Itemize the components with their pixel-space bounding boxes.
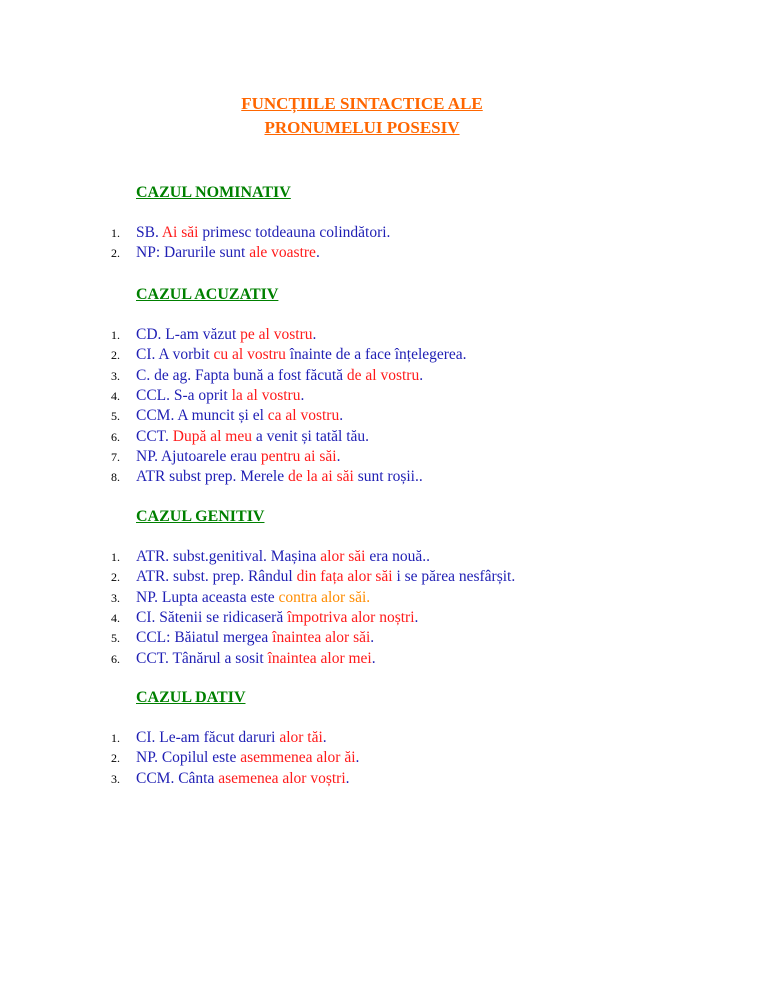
- list-item-number: 2.: [111, 570, 120, 585]
- list-item-number: 2.: [111, 348, 120, 363]
- list-item-text: [136, 427, 369, 447]
- list-item-number: 6.: [111, 429, 120, 444]
- text-segment: CI. Sătenii se ridicaseră: [136, 608, 288, 626]
- text-segment: .: [336, 447, 341, 465]
- text-segment: NP. Copilul este: [136, 749, 241, 767]
- list-item-text: [136, 386, 304, 406]
- list-item-number: 5.: [111, 409, 120, 424]
- list-item-text: [136, 728, 327, 748]
- highlighted-pronoun: la al vostru: [231, 386, 301, 404]
- list-item-number: 4.: [111, 610, 120, 625]
- text-segment: CCM. Cânta: [136, 769, 219, 787]
- highlighted-pronoun: înaintea alor mei: [267, 649, 372, 667]
- list-item-number: 2.: [111, 751, 120, 766]
- list-item-text: [136, 748, 359, 768]
- list-item-number: 5.: [111, 631, 120, 646]
- list-item-number: 3.: [111, 368, 120, 383]
- text-segment: NP. Lupta aceasta este: [136, 588, 279, 606]
- list-item-text: [136, 588, 370, 608]
- highlighted-pronoun: asemenea alor voștri: [218, 769, 346, 787]
- text-segment: CCL. S-a oprit: [136, 386, 232, 404]
- list-item-text: [136, 467, 423, 487]
- text-segment: CCT. Tânărul a sosit: [136, 649, 268, 667]
- text-segment: .: [322, 729, 327, 746]
- text-segment: primesc totdeauna colindători.: [198, 224, 391, 241]
- highlighted-pronoun: alor săi: [320, 548, 366, 565]
- text-segment: .: [339, 407, 344, 425]
- section-heading: CAZUL NOMINATIV: [136, 184, 291, 201]
- text-segment: .: [419, 366, 424, 384]
- list-item-number: 1.: [111, 328, 120, 342]
- text-segment: i se părea nesfârșit.: [392, 568, 516, 586]
- list-item-text: [136, 243, 320, 263]
- list-item-number: 1.: [111, 550, 120, 564]
- text-segment: CCL: Băiatul mergea: [136, 629, 273, 647]
- text-segment: .: [355, 749, 360, 767]
- text-segment: era nouă..: [365, 548, 431, 565]
- text-segment: C. de ag. Fapta bună a fost făcută: [136, 366, 347, 384]
- text-segment: NP. Ajutoarele erau: [136, 447, 261, 465]
- highlighted-pronoun: pentru ai săi: [260, 447, 337, 465]
- list-item-text: [136, 223, 390, 243]
- list-item-text: [136, 547, 430, 567]
- text-segment: .: [414, 608, 419, 626]
- text-segment: .: [370, 629, 375, 647]
- list-item-number: 1.: [111, 226, 120, 240]
- list-item-text: [136, 345, 467, 365]
- text-segment: CD. L-am văzut: [136, 326, 241, 343]
- list-item-text: [136, 628, 374, 648]
- list-item-text: [136, 447, 340, 467]
- list-item-text: [136, 325, 316, 345]
- list-item-text: [136, 769, 350, 789]
- list-item-text: [136, 608, 418, 628]
- highlighted-pronoun: cu al vostru: [213, 346, 286, 364]
- list-item-number: 8.: [111, 470, 120, 485]
- text-segment: CI. Le-am făcut daruri: [136, 729, 280, 746]
- section-heading: CAZUL DATIV: [136, 689, 246, 706]
- text-segment: CCT.: [136, 427, 173, 445]
- text-segment: înainte de a face înțelegerea.: [285, 346, 467, 364]
- text-segment: CCM. A muncit și el: [136, 407, 268, 425]
- highlighted-pronoun: contra alor săi.: [278, 588, 371, 606]
- text-segment: sunt roșii..: [353, 468, 423, 486]
- text-segment: .: [371, 649, 376, 667]
- text-segment: a venit și tatăl tău.: [251, 427, 370, 445]
- highlighted-pronoun: ale voastre: [249, 244, 316, 262]
- list-item-number: 6.: [111, 651, 120, 666]
- highlighted-pronoun: de la ai săi: [287, 468, 354, 486]
- list-item-number: 3.: [111, 771, 120, 786]
- list-item-text: [136, 649, 376, 669]
- list-item-number: 4.: [111, 388, 120, 403]
- highlighted-pronoun: împotriva alor noștri: [287, 608, 415, 626]
- highlighted-pronoun: asemmenea alor ăi: [240, 749, 356, 767]
- highlighted-pronoun: După al meu: [172, 427, 252, 445]
- highlighted-pronoun: ca al vostru: [267, 407, 340, 425]
- highlighted-pronoun: din fața alor săi: [296, 568, 393, 586]
- section-heading: CAZUL ACUZATIV: [136, 286, 279, 303]
- list-item-number: 1.: [111, 731, 120, 745]
- highlighted-pronoun: pe al vostru: [240, 326, 313, 343]
- list-item-number: 2.: [111, 246, 120, 261]
- text-segment: .: [312, 326, 317, 343]
- text-segment: .: [300, 386, 305, 404]
- highlighted-pronoun: Ai săi: [161, 224, 199, 241]
- text-segment: NP: Darurile sunt: [136, 244, 250, 262]
- text-segment: ATR subst prep. Merele: [136, 468, 288, 486]
- highlighted-pronoun: alor tăi: [279, 729, 323, 746]
- list-item-text: [136, 406, 343, 426]
- document-title-line2: PRONUMELUI POSESIV: [264, 118, 460, 137]
- text-segment: SB.: [136, 224, 162, 241]
- section-heading: CAZUL GENITIV: [136, 508, 265, 525]
- highlighted-pronoun: înaintea alor săi: [272, 629, 371, 647]
- list-item-number: 3.: [111, 590, 120, 605]
- text-segment: .: [315, 244, 320, 262]
- text-segment: ATR. subst. prep. Rândul: [136, 568, 297, 586]
- list-item-text: [136, 567, 515, 587]
- list-item-number: 7.: [111, 449, 120, 464]
- text-segment: .: [345, 769, 350, 787]
- text-segment: ATR. subst.genitival. Mașina: [136, 548, 321, 565]
- document-title-line1: FUNCȚIILE SINTACTICE ALE: [241, 94, 483, 113]
- highlighted-pronoun: de al vostru: [346, 366, 420, 384]
- text-segment: CI. A vorbit: [136, 346, 214, 364]
- list-item-text: [136, 366, 423, 386]
